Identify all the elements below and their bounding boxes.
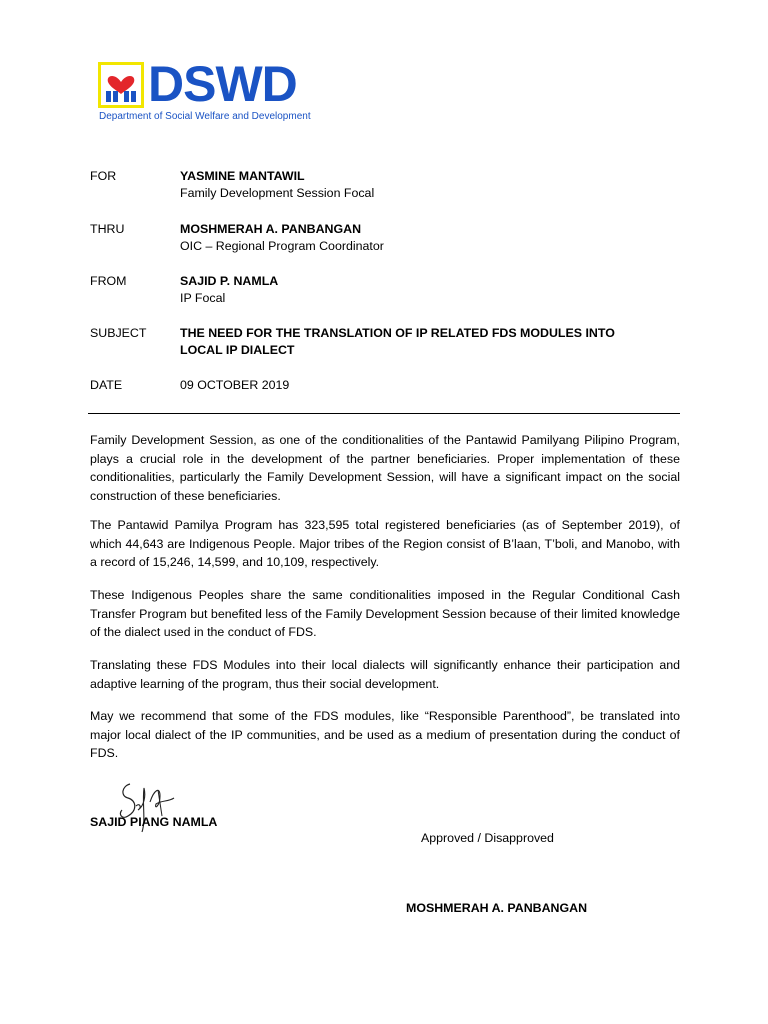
logo-subtitle: Department of Social Welfare and Development	[99, 111, 311, 122]
date-value: 09 OCTOBER 2019	[180, 378, 290, 392]
header-divider	[88, 413, 680, 414]
body-paragraph-5: May we recommend that some of the FDS modules, like “Responsible Parenthood”, be translated into major local dialect of the IP communities, and be used as a medium of presentation during the conduct of FDS.	[90, 709, 680, 761]
dswd-logo	[98, 56, 311, 124]
body-paragraph-2: The Pantawid Pamilya Program has 323,595 total registered beneficiaries (as of September 2019), of which 44,643 are Indigenous People. Major tribes of the Region consist of B’laan, T’boli, and Manobo, with a record of 15,246, 14,599, and 10,109, respectively.	[90, 518, 680, 570]
date-label: DATE	[90, 378, 123, 392]
subject-text: THE NEED FOR THE TRANSLATION OF IP RELATED FDS MODULES INTO LOCAL IP DIALECT	[180, 326, 615, 357]
approval-text: Approved / Disapproved	[421, 831, 554, 845]
subject-label: SUBJECT	[90, 326, 147, 340]
for-name: YASMINE MANTAWIL	[180, 169, 305, 183]
body-paragraph-3: These Indigenous Peoples share the same conditionalities imposed in the Regular Conditional Cash Transfer Program but benefited less of the Family Development Session because of their limited knowledge of the dialect used in the conduct of FDS.	[90, 588, 680, 640]
for-label: FOR	[90, 169, 117, 183]
for-title: Family Development Session Focal	[180, 186, 375, 200]
thru-title: OIC – Regional Program Coordinator	[180, 239, 384, 253]
thru-name: MOSHMERAH A. PANBANGAN	[180, 222, 362, 236]
from-name: SAJID P. NAMLA	[180, 274, 279, 288]
approver-name: MOSHMERAH A. PANBANGAN	[406, 901, 588, 915]
dswd-emblem-icon	[98, 62, 144, 108]
logo-wordmark: DSWD	[148, 56, 297, 112]
body-paragraph-4: Translating these FDS Modules into their local dialects will significantly enhance their participation and adaptive learning of the program, thus their social development.	[90, 658, 680, 691]
from-title: IP Focal	[180, 291, 226, 305]
from-label: FROM	[90, 274, 127, 288]
signatory-name: SAJID PIANG NAMLA	[90, 815, 218, 829]
body-paragraph-1: Family Development Session, as one of the conditionalities of the Pantawid Pamilyang Pilipino Program, plays a crucial role in the development of the partner beneficiaries. Proper implementation of these conditionalities, particularly the Family Development Session, will have a significant impact on the social construction of these beneficiaries.	[90, 433, 680, 504]
thru-label: THRU	[90, 222, 125, 236]
